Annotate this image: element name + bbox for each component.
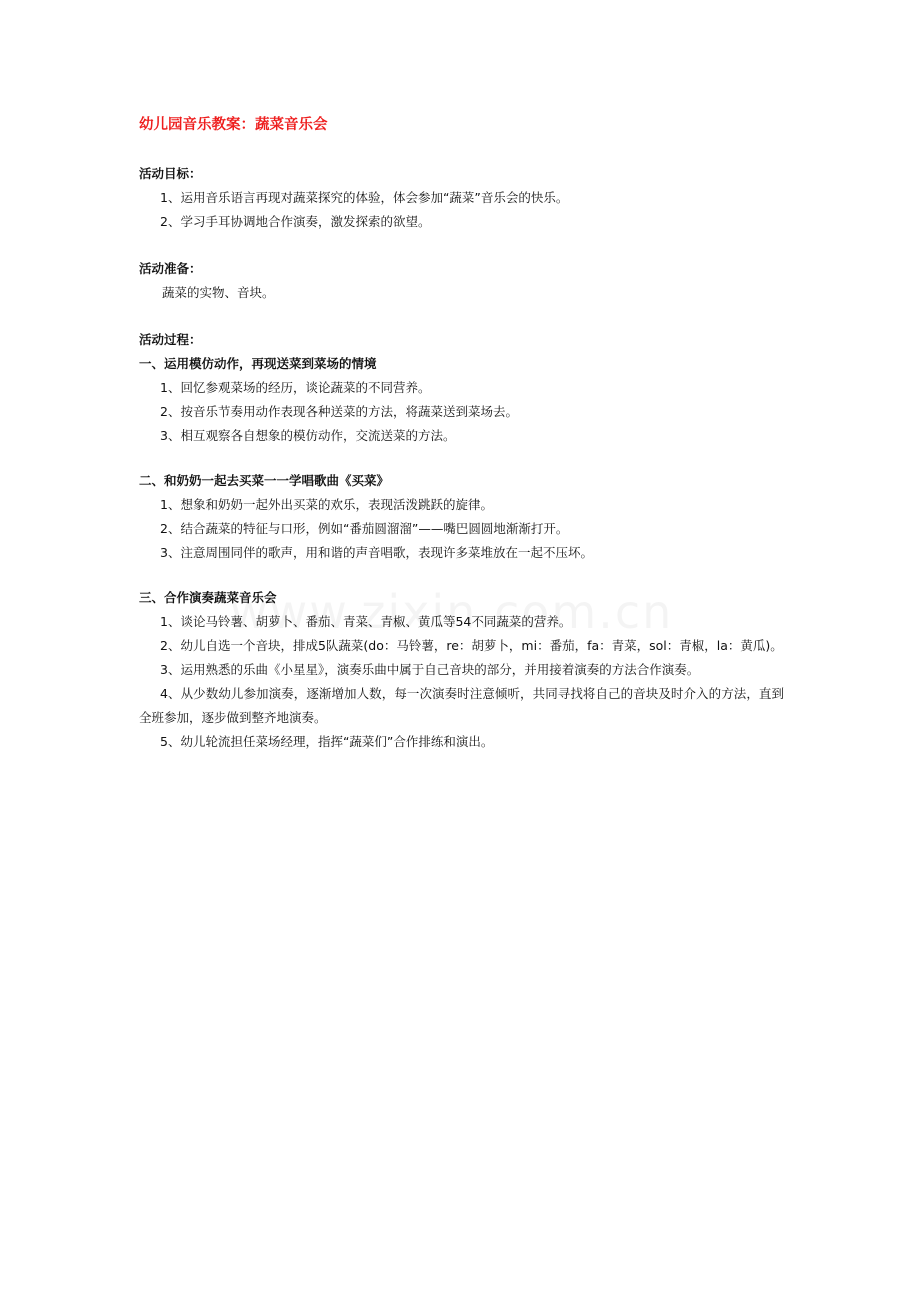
preparation-heading: 活动准备： xyxy=(139,261,202,276)
process-section-3-item-4: 4、从少数幼儿参加演奏，逐渐增加人数，每一次演奏时注意倾听，共同寻找将自己的音块及时介入的方法，直到全班参加，逐步做到整齐地演奏。 xyxy=(139,686,784,725)
goal-item-2: 2、学习手耳协调地合作演奏，激发探索的欲望。 xyxy=(160,214,431,229)
process-section-3-item-3: 3、运用熟悉的乐曲《小星星》，演奏乐曲中属于自己音块的部分，并用接着演奏的方法合作演奏。 xyxy=(160,662,700,677)
process-section-1-heading: 一、运用模仿动作，再现送菜到菜场的情境 xyxy=(139,356,377,371)
process-section-2-item-3: 3、注意周围同伴的歌声，用和谐的声音唱歌，表现许多菜堆放在一起不压坏。 xyxy=(160,545,593,560)
document-page xyxy=(139,114,784,754)
preparation-text: 蔬菜的实物、音块。 xyxy=(162,285,275,300)
process-section-3-item-5: 5、幼儿轮流担任菜场经理，指挥“蔬菜们”合作排练和演出。 xyxy=(160,734,494,749)
process-heading: 活动过程： xyxy=(139,332,202,347)
process-section-3-item-2: 2、幼儿自选一个音块，排成5队蔬菜(do：马铃薯，re：胡萝卜，mi：番茄，fa：青菜，sol：青椒，la：黄瓜)。 xyxy=(160,638,783,653)
process-section-2-heading: 二、和奶奶一起去买菜一一学唱歌曲《买菜》 xyxy=(139,473,390,488)
process-section-1-item-2: 2、按音乐节奏用动作表现各种送菜的方法，将蔬菜送到菜场去。 xyxy=(160,404,518,419)
process-section-2-item-2: 2、结合蔬菜的特征与口形，例如“番茄圆溜溜”——嘴巴圆圆地渐渐打开。 xyxy=(160,521,569,536)
process-section-3-item-1: 1、谈论马铃薯、胡萝卜、番茄、青菜、青椒、黄瓜等54不同蔬菜的营养。 xyxy=(160,614,572,629)
process-section-1-item-3: 3、相互观察各自想象的模仿动作，交流送菜的方法。 xyxy=(160,428,456,443)
goals-heading: 活动目标： xyxy=(139,166,202,181)
goal-item-1: 1、运用音乐语言再现对蔬菜探究的体验，体会参加“蔬菜”音乐会的快乐。 xyxy=(160,190,569,205)
process-section-3-heading: 三、合作演奏蔬菜音乐会 xyxy=(139,590,277,605)
process-section-1-item-1: 1、回忆参观菜场的经历，谈论蔬菜的不同营养。 xyxy=(160,380,431,395)
document-title: 幼儿园音乐教案：蔬菜音乐会 xyxy=(139,117,328,133)
process-section-2-item-1: 1、想象和奶奶一起外出买菜的欢乐，表现活泼跳跃的旋律。 xyxy=(160,497,493,512)
